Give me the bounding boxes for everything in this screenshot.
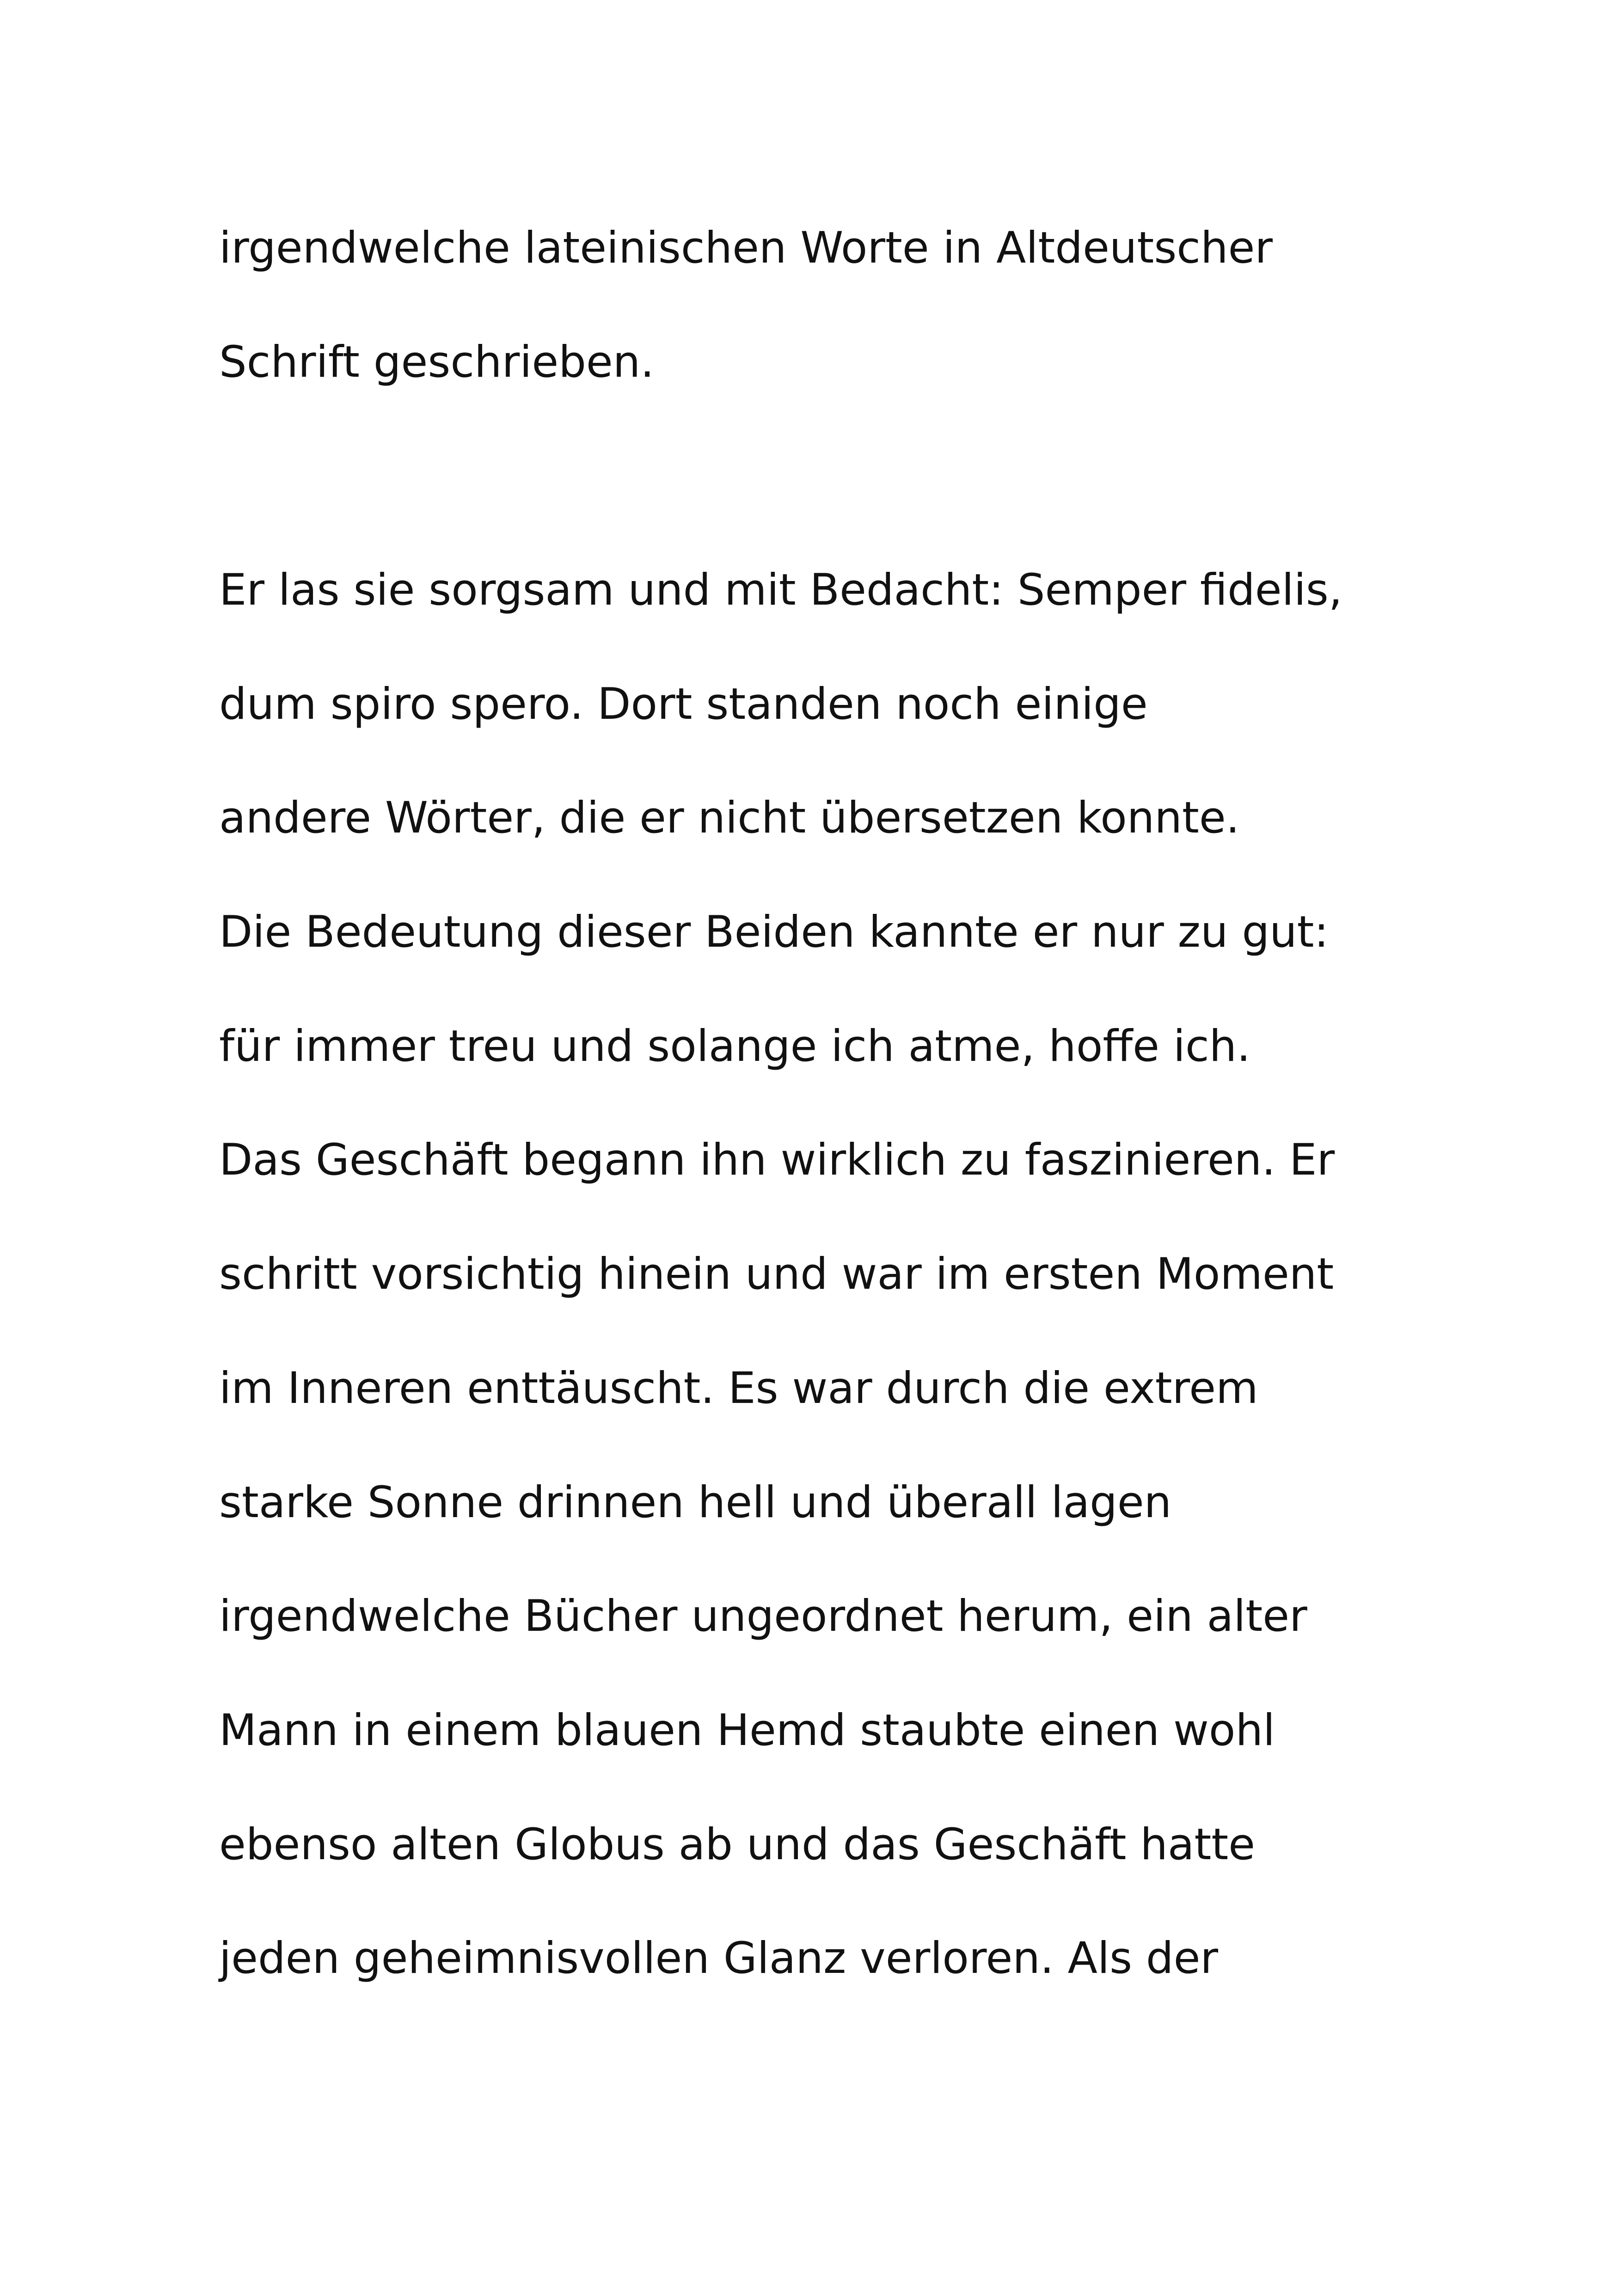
paragraph-2-line-9: starke Sonne drinnen hell und überall lagen bbox=[219, 1477, 1172, 1528]
paragraph-2-line-13: jeden geheimnisvollen Glanz verloren. Als der bbox=[219, 1933, 1219, 1984]
paragraph-2-line-11: Mann in einem blauen Hemd staubte einen wohl bbox=[219, 1705, 1275, 1756]
paragraph-1-line-2: Schrift geschrieben. bbox=[219, 337, 655, 387]
paragraph-2-line-10: irgendwelche Bücher ungeordnet herum, ein alter bbox=[219, 1591, 1307, 1641]
paragraph-2-line-4: Die Bedeutung dieser Beiden kannte er nur zu gut: bbox=[219, 907, 1329, 957]
paragraph-2-line-6: Das Geschäft begann ihn wirklich zu faszinieren. Er bbox=[219, 1135, 1335, 1185]
paragraph-2-line-12: ebenso alten Globus ab und das Geschäft hatte bbox=[219, 1819, 1256, 1870]
paragraph-2-line-8: im Inneren enttäuscht. Es war durch die extrem bbox=[219, 1363, 1258, 1414]
paragraph-2-line-2: dum spiro spero. Dort standen noch einige bbox=[219, 679, 1148, 729]
paragraph-2-line-5: für immer treu und solange ich atme, hoffe ich. bbox=[219, 1021, 1251, 1071]
paragraph-2-line-1: Er las sie sorgsam und mit Bedacht: Semper fidelis, bbox=[219, 565, 1342, 615]
paragraph-1-line-1: irgendwelche lateinischen Worte in Altdeutscher bbox=[219, 223, 1273, 273]
paragraph-2-line-3: andere Wörter, die er nicht übersetzen konnte. bbox=[219, 793, 1240, 843]
paragraph-2-line-7: schritt vorsichtig hinein und war im ersten Moment bbox=[219, 1249, 1334, 1299]
